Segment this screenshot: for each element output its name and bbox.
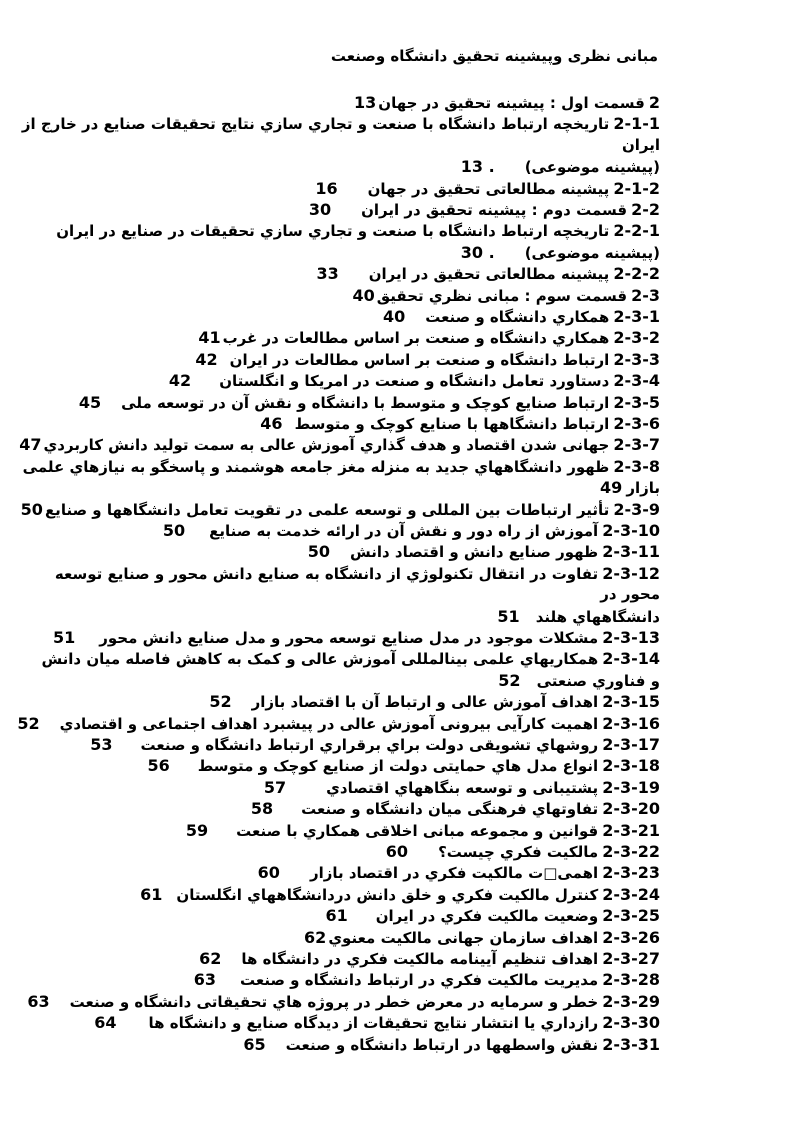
toc-entry-page-number: 16 [315, 178, 338, 198]
toc-entry-title: محور در [600, 585, 660, 604]
toc-entry [386, 841, 660, 862]
toc-entry-page-number: 58 [250, 799, 274, 819]
toc-entry-title: تأثیر ارتباطات بین المللی و توسعه علمی در تقویت تعامل دانشگاهها و صنایع [44, 500, 610, 519]
toc-entry [79, 392, 660, 413]
toc-entry-page-number: 56 [147, 756, 170, 776]
toc-entry-title: نقش واسطهها در ارتباط دانشگاه و صنعت [285, 1035, 599, 1054]
toc-entry [352, 285, 660, 306]
toc-entry-title: اهداف سازمان جهانی مالکیت معنوي [328, 928, 599, 947]
toc-entry-title: بازار [626, 479, 660, 498]
toc-entry [163, 520, 660, 541]
toc-entry-page-number: 13 [354, 93, 377, 112]
toc-entry-page-number: 65 [243, 1034, 266, 1054]
toc-entry-page-number: 46 [260, 414, 283, 433]
toc-entry-number: 2-3-18 [602, 756, 660, 776]
toc-entry-number: 2-3-25 [602, 906, 660, 926]
toc-entry-page-number: 51 [52, 628, 76, 647]
toc-entry-title: اهمیت کارآیی بیرونی آموزش عالی در پیشبرد اهداف اجتماعی و اقتصادي [59, 714, 599, 733]
toc-entry-title: قسمت اول : پیشینه تحقیق در جهان [378, 94, 645, 112]
toc-entry-number: 2-3-29 [602, 991, 660, 1011]
toc-entry-page-number: 62 [304, 927, 327, 947]
toc-entry-page-number: 57 [263, 777, 287, 797]
toc-entry [498, 670, 660, 691]
toc-entry-number: 2-3-2 [613, 328, 660, 348]
toc-entry [147, 755, 660, 776]
toc-entry [27, 991, 660, 1012]
toc-entry [309, 199, 660, 220]
toc-entry-number: 2 [648, 93, 660, 112]
toc-entry [53, 627, 660, 648]
toc-entry-number: 2-3-28 [602, 970, 660, 990]
toc-entry-page-number: 50 [307, 542, 330, 562]
toc-entry-page-number: 62 [199, 949, 222, 968]
toc-entry-page-number: 49 [600, 478, 623, 498]
toc-entry-title: جهانی شدن اقتصاد و هدف گذاري آموزش عالی به سمت تولید دانش کاربردي [43, 436, 610, 455]
toc-entry [56, 220, 660, 241]
toc-entry-title: و فناوري صنعتی [536, 671, 660, 690]
toc-entry-title: ارتباط دانشگاه و صنعت بر اساس مطالعات در ایران [229, 350, 610, 369]
toc-entry-number: 2-3-23 [602, 863, 660, 883]
toc-entry-number: 2-3-16 [602, 713, 660, 733]
toc-entry-title: تفاوتهاي فرهنگی میان دانشگاه و صنعت [301, 800, 599, 819]
toc-entry-title: همکاري دانشگاه و صنعت [425, 308, 610, 326]
toc-entry-title: همکاري دانشگاه و صنعت بر اساس مطالعات در غرب [222, 329, 610, 348]
toc-entry-number: 2-3-1 [613, 307, 660, 326]
toc-entry-number: 2-3-26 [602, 927, 660, 947]
toc-entry-number: 2-3-22 [602, 842, 660, 861]
toc-entry-number: 2-3-17 [602, 735, 660, 754]
toc-entry-page-number: 40 [382, 307, 406, 326]
toc-entry-number: 2-3-24 [602, 884, 660, 904]
toc-entry-page-number: 13 . [460, 157, 495, 177]
toc-entry-page-number: 41 [198, 328, 221, 348]
toc-entry [600, 584, 660, 605]
toc-entry [140, 884, 660, 905]
toc-entry-title: مشکلات موجود در مدل صنایع توسعه محور و مدل صنایع دانش محور [99, 629, 599, 647]
toc-entry-title: رازداري یا انتشار نتایج تحقیقات از دیدگاه صنایع و دانشگاه ها [148, 1014, 599, 1033]
toc-entry-number: 2-3-19 [602, 777, 660, 797]
toc-entry [169, 370, 660, 391]
toc-entry [315, 178, 660, 199]
toc-entry-page-number: 63 [27, 991, 50, 1011]
toc-entry-page-number: 42 [195, 349, 218, 369]
toc-entry-page-number: 42 [168, 371, 192, 391]
toc-entry [21, 499, 660, 520]
toc-entry-number: 2-1-1 [613, 114, 660, 134]
page-title: مبانی نظری وپیشینه تحقیق دانشگاه وصنعت [330, 47, 658, 65]
toc-entry-page-number: 60 [385, 842, 409, 861]
toc-entry [260, 413, 660, 434]
toc-entry-page-number: 50 [20, 499, 43, 519]
toc-entry-page-number: 52 [17, 713, 40, 733]
toc-entry-number: 2-3-15 [602, 692, 660, 712]
toc-entry-title: همکاریهاي علمی بینالمللی آموزش عالی و کمک به کاهش فاصله میان دانش [41, 650, 599, 669]
toc-entry-page-number: 60 [257, 863, 280, 883]
toc-entry-page-number: 61 [325, 906, 348, 926]
toc-entry [94, 1012, 660, 1033]
toc-entry-number: 2-3-27 [602, 949, 660, 968]
toc-entry-page-number: 51 [497, 606, 520, 626]
toc-entry-title: قوانین و مجموعه مبانی اخلاقی همکاري با صنعت [236, 821, 599, 840]
toc-entry-number: 2-3-30 [602, 1013, 660, 1033]
toc-entry-title: اهمی□ت مالکیت فکري در اقتصاد بازار [309, 864, 599, 883]
toc-entry-number: 2-3-3 [613, 349, 660, 369]
toc-entry-title: تفاوت در انتقال تکنولوژي از دانشگاه به صنایع دانش محور و صنایع توسعه [54, 564, 599, 583]
toc-entry-title: ظهور صنایع دانش و اقتصاد دانش [350, 543, 599, 562]
toc-entry-number: 2-3-14 [602, 649, 660, 669]
toc-entry-title: تاریخچه ارتباط دانشگاه با صنعت و تجاري سازي نتایج تحقیقات صنایع در خارج از [21, 115, 610, 134]
toc-entry-title: مالکیت فکري چیست؟ [438, 843, 599, 861]
toc-entry [22, 113, 660, 134]
toc-entry-title: کنترل مالکیت فکري و خلق دانش دردانشگاههاي انگلستان [176, 885, 599, 904]
toc-entry-page-number: 30 . [460, 242, 495, 262]
toc-entry-number: 2-3-20 [602, 799, 660, 819]
toc-entry-title: ارتباط صنایع کوچک و متوسط با دانشگاه و نقش آن در توسعه ملی [121, 393, 610, 412]
toc-entry-number: 2-2-1 [613, 221, 660, 241]
toc-entry-title: پشتیبانی و توسعه بنگاههاي اقتصادي [326, 778, 599, 797]
toc-entry-page-number: 30 [308, 200, 332, 219]
toc-entry-number: 2-3-4 [613, 371, 660, 391]
toc-entry-number: 2-3-12 [602, 563, 660, 583]
toc-entry [258, 862, 660, 883]
toc-entry-title: آموزش از راه دور و نقش آن در ارائه خدمت به صنایع [209, 522, 599, 540]
toc-entry-title: دانشگاههاي هلند [535, 607, 660, 626]
toc-entry-number: 2-3-6 [613, 414, 660, 433]
toc-entry [41, 648, 660, 669]
toc-entry [304, 927, 660, 948]
toc-entry-title: پیشینه مطالعاتی تحقیق در جهان [367, 179, 610, 198]
toc-entry-title: ایران [621, 135, 660, 154]
toc-entry-number: 2-3-10 [602, 521, 660, 540]
toc-entry-page-number: 64 [94, 1013, 117, 1033]
toc-entry-page-number: 63 [193, 970, 216, 990]
toc-entry-number: 2-3-31 [602, 1034, 660, 1054]
toc-entry-title: وضعیت مالکیت فکري در ایران [375, 907, 599, 926]
toc-entry-title: اهداف آموزش عالی و ارتباط آن با اقتصاد بازار [251, 693, 599, 712]
toc-entry [17, 713, 660, 734]
toc-entry [23, 456, 660, 477]
toc-entry-title: خطر و سرمایه در معرض خطر در پروژه هاي تحقیقاتی دانشگاه و صنعت [69, 992, 599, 1011]
toc-entry [194, 969, 660, 990]
toc-entry-title: دستاورد تعامل دانشگاه و صنعت در امریکا و انگلستان [219, 372, 610, 391]
toc-entry [461, 156, 660, 177]
toc-entry-page-number: 53 [90, 735, 113, 754]
toc-entry-title: اهداف تنظیم آیینامه مالکیت فکري در دانشگاه ها [241, 950, 599, 968]
toc-entry-page-number: 47 [19, 435, 42, 455]
toc-entry [383, 306, 660, 327]
toc-entry [186, 820, 660, 841]
toc-entry-title: مدیریت مالکیت فکري در ارتباط دانشگاه و صنعت [239, 971, 599, 990]
toc-entry [622, 135, 660, 156]
toc-entry-number: 2-3-13 [602, 628, 660, 647]
toc-entry-number: 2-3-8 [613, 456, 660, 476]
toc-entry-page-number: 59 [185, 820, 209, 840]
toc-entry-page-number: 50 [162, 521, 186, 540]
toc-entry [325, 905, 660, 926]
toc-entry [461, 242, 660, 263]
toc-entry-title: انواع مدل هاي حمایتی دولت از صنایع کوچک و متوسط [197, 757, 599, 776]
toc-entry [264, 777, 660, 798]
toc-entry-title: قسمت سوم : مبانی نظري تحقیق [376, 286, 628, 305]
toc-entry-page-number: 33 [316, 264, 339, 284]
toc-entry [600, 477, 660, 498]
toc-entry-title: قسمت دوم : پیشینه تحقیق در ایران [361, 201, 628, 219]
toc-entry-title: (پیشینه موضوعی) [524, 158, 660, 177]
toc-entry-page-number: 45 [78, 392, 102, 412]
toc-entry [243, 1034, 660, 1055]
toc-entry-number: 2-2-2 [613, 264, 660, 284]
toc-entry-title: پیشینه مطالعاتی تحقیق در ایران [368, 265, 610, 284]
toc-entry [199, 948, 660, 969]
toc-entry-number: 2-3-21 [602, 820, 660, 840]
toc-entry-page-number: 52 [209, 692, 232, 712]
toc-entry [497, 606, 660, 627]
toc-entry-number: 2-3-7 [613, 435, 660, 455]
toc-entry-title: روشهاي تشویقی دولت براي برقراري ارتباط دانشگاه و صنعت [140, 736, 599, 754]
toc-entry-number: 2-3-5 [613, 392, 660, 412]
toc-entry [354, 92, 660, 113]
toc-entry-page-number: 40 [352, 285, 375, 305]
toc-entry-number: 2-3 [631, 285, 660, 305]
toc-entry [55, 563, 660, 584]
toc-entry-number: 2-3-11 [602, 542, 660, 562]
toc-entry [316, 263, 660, 284]
toc-entry-title: ارتباط دانشگاهها با صنایع کوچک و متوسط [294, 415, 610, 433]
toc-entry [308, 541, 660, 562]
toc-entry [195, 349, 660, 370]
toc-entry [251, 798, 660, 819]
toc-entry-number: 2-1-2 [613, 178, 660, 198]
toc-entry-page-number: 52 [498, 670, 521, 690]
toc-entry [19, 434, 660, 455]
toc-entry-title: (پیشینه موضوعی) [524, 243, 660, 262]
toc-entry-number: 2-2 [631, 200, 660, 219]
toc-entry-title: ظهور دانشگاههاي جدید به منزله مغز جامعه هوشمند و پاسخگو به نیازهاي علمی [22, 457, 610, 476]
toc-entry [198, 327, 660, 348]
toc-entry-number: 2-3-9 [613, 499, 660, 519]
toc-entry-title: تاریخچه ارتباط دانشگاه با صنعت و تجاري سازي تحقیقات در صنایع در ایران [56, 222, 610, 241]
toc-entry-page-number: 61 [140, 884, 163, 904]
toc-entry [209, 691, 660, 712]
toc-entry [90, 734, 660, 755]
